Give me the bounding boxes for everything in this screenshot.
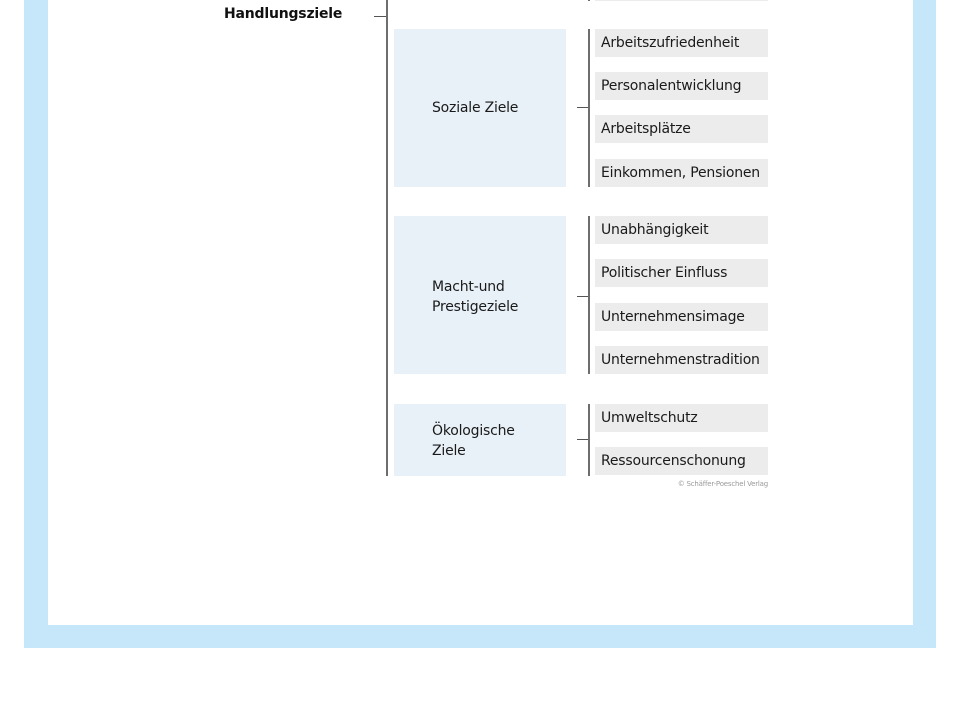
leaf-item: Einkommen, Pensionen [595,159,768,187]
category-box-macht-prestigeziele [394,216,566,374]
category-spine [588,404,590,476]
cropped-spine [588,0,590,1]
root-spine [386,0,388,476]
category-label: Macht-und Prestigeziele [432,279,519,315]
category-label: Ökologische Ziele [432,423,515,459]
category-spine [588,29,590,187]
leaf-item: Arbeitsplätze [595,115,768,143]
leaf-item: Politischer Einfluss [595,259,768,287]
leaf-item: Arbeitszufriedenheit [595,29,768,57]
leaf-box-cropped [595,0,768,1]
category-box-soziale-ziele [394,29,566,187]
leaf-item: Personalentwicklung [595,72,768,100]
leaf-item: Unternehmensimage [595,303,768,331]
category-box-oekologische-ziele [394,404,566,476]
copyright-note: © Schäffer-Poeschel Verlag [677,480,768,488]
leaf-item: Unternehmenstradition [595,346,768,374]
category-label: Soziale Ziele [432,100,519,116]
leaf-item: Unabhängigkeit [595,216,768,244]
leaf-item: Umweltschutz [595,404,768,432]
leaf-item: Ressourcenschonung [595,447,768,475]
root-label: Handlungsziele [224,6,343,22]
category-spine [588,216,590,374]
